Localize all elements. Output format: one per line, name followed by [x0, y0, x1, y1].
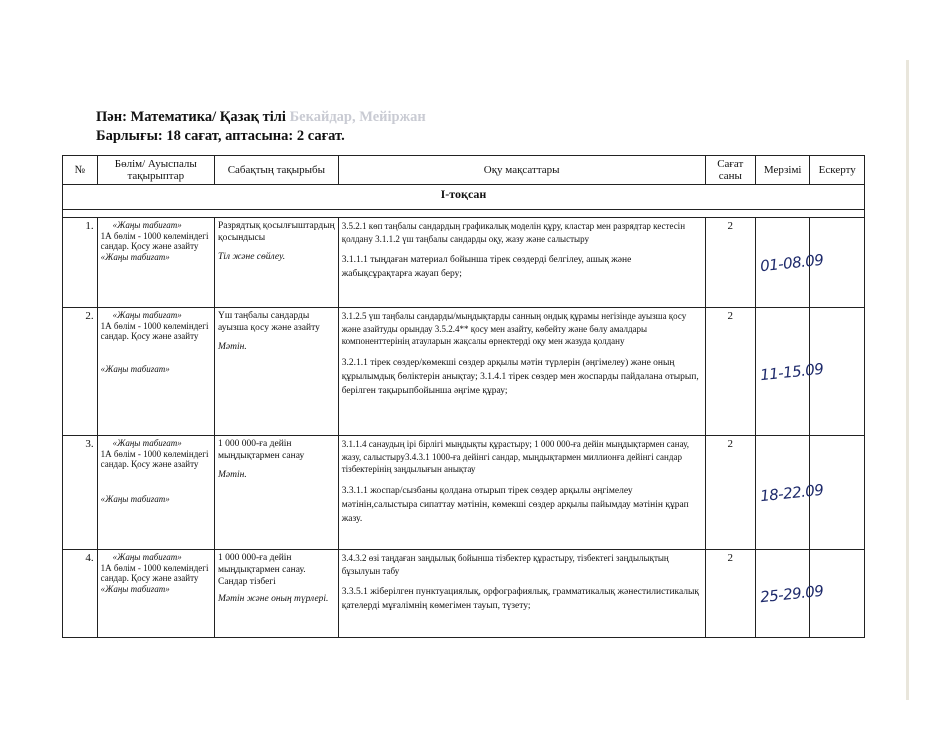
- handwritten-date: 18-22.09: [759, 480, 825, 505]
- goals-cell: [338, 550, 705, 638]
- table-row: [63, 308, 865, 436]
- col-header-topic: Сабақтың тақырыбы: [215, 156, 339, 185]
- language-goal: 3.3.5.1 жіберілген пунктуациялық, орфографиялық, грамматикалық жәнестилистикалық қателерді мұғалімнің көмегімен тауып, түзету;: [341, 587, 700, 611]
- col-header-number: №: [63, 156, 98, 185]
- topic-cell: [215, 218, 339, 308]
- math-goal: 3.5.2.1 көп таңбалы сандардың графикалық моделін құру, кластар мен разрядтар кестесін қолдану 3.1.1.2 үш таңбалы сандарды оқу, жазу және салыстыру: [341, 221, 686, 244]
- table-header-row: [63, 156, 865, 185]
- lesson-topic: Разрядтық қосылғыштардың қосындысы: [218, 221, 335, 243]
- math-goal: 3.1.2.5 үш таңбалы сандарды/мыңдықтарды санның ондық құрамы негізінде ауызша қосу және азайтуды орындау 3.5.2.4** қосу мен азайту, көбейту және бөлу амалдары компоненттерінің атауларын жақсалы өрнектерді оқу мен жазуда қолдану: [341, 311, 687, 346]
- col-header-date: Мерзімі: [755, 156, 810, 185]
- row-number: 4.: [63, 550, 98, 638]
- section-theme-repeat: «Жаңы табиғат»: [100, 493, 170, 504]
- topic-cell: [215, 550, 339, 638]
- handwritten-date: 25-29.09: [759, 581, 825, 606]
- section-theme-repeat: «Жаңы табиғат»: [100, 363, 170, 374]
- topic-cell: [215, 436, 339, 550]
- spacer-row: [63, 210, 865, 218]
- hours-cell: 2: [705, 308, 755, 436]
- total-hours-line: Барлығы: 18 сағат, аптасына: 2 сағат.: [96, 128, 345, 144]
- section-name: 1А бөлім - 1000 көлеміндегі сандар. Қосу және азайту: [100, 448, 209, 469]
- goals-cell: [338, 308, 705, 436]
- language-goal: 3.1.1.1 тыңдаған материал бойынша тірек сөздерді белгілеу, ашық және жабықсұрақтарға жауап беру;: [341, 255, 632, 279]
- lesson-topic: Үш таңбалы сандарды ауызша қосу және азайту: [218, 311, 320, 333]
- col-header-goals: Оқу мақсаттары: [338, 156, 705, 185]
- section-cell: [97, 550, 214, 638]
- col-header-section: Бөлім/ Ауыспалы тақырыптар: [97, 156, 214, 185]
- language-goal: 3.3.1.1 жоспар/сызбаны қолдана отырып тірек сөздер арқылы әңгімелеу мәтінін,салыстыра сипаттау мәтінін, көмекші сөздер арқылы пайымдау мәтінін құрап жазу.: [341, 485, 689, 524]
- section-cell: [97, 308, 214, 436]
- row-number: 2.: [63, 308, 98, 436]
- page-edge-shadow: [906, 60, 909, 700]
- math-goal: 3.1.1.4 санаудың ірі бірлігі мыңдықты құрастыру; 1 000 000-ға дейін мыңдықтармен санау, жазу, салыстыру3.4.3.1 1000-ға дейінгі сандар, мыңдықтармен миллионға дейінгі сандар тізбектерінің заңдылығын анықтау: [341, 439, 689, 474]
- section-cell: [97, 218, 214, 308]
- lesson-genre: Мәтін.: [218, 470, 247, 480]
- section-name: 1А бөлім - 1000 көлеміндегі сандар. Қосу және азайту: [100, 562, 209, 583]
- goals-cell: [338, 218, 705, 308]
- hours-cell: 2: [705, 436, 755, 550]
- math-goal: 3.4.3.2 өзі таңдаған заңдылық бойынша тізбектер құрастыру, тізбектегі заңдылықтың бұзылуын табу: [341, 553, 669, 576]
- section-theme: «Жаңы табиғат»: [112, 220, 182, 230]
- teacher-names: Бекайдар, Мейіржан: [289, 109, 426, 125]
- row-number: 3.: [63, 436, 98, 550]
- section-theme-repeat: «Жаңы табиғат»: [100, 251, 170, 262]
- section-name: 1А бөлім - 1000 көлеміндегі сандар. Қосу және азайту: [100, 320, 209, 341]
- table-row: [63, 436, 865, 550]
- col-header-hours: Сағат саны: [705, 156, 755, 185]
- section-cell: [97, 436, 214, 550]
- date-cell: [755, 308, 825, 436]
- lesson-genre: Тіл және сөйлеу.: [218, 252, 286, 262]
- hours-cell: 2: [705, 550, 755, 638]
- spacer-cell: [63, 210, 865, 218]
- table-row: [63, 550, 865, 638]
- col-header-note: Ескерту: [810, 156, 865, 185]
- section-theme: «Жаңы табиғат»: [112, 552, 182, 562]
- quarter-label: I-тоқсан: [63, 185, 865, 210]
- subject-label: Пән: Математика/ Қазақ тілі: [96, 109, 286, 125]
- goals-cell: [338, 436, 705, 550]
- lesson-topic: 1 000 000-ға дейін мыңдықтармен санау: [218, 439, 305, 461]
- quarter-row: [63, 185, 865, 210]
- lesson-topic: 1 000 000-ға дейін мыңдықтармен санау. Сандар тізбегі: [218, 553, 306, 587]
- date-cell: [755, 436, 825, 550]
- date-cell: [755, 218, 825, 308]
- section-theme-repeat: «Жаңы табиғат»: [100, 583, 170, 594]
- row-number: 1.: [63, 218, 98, 308]
- language-goal: 3.2.1.1 тірек сөздер/көмекші сөздер арқылы мәтін түрлерін (әңгімелеу) және оның құрылымдық бөліктерін анықтау; 3.1.4.1 тірек сөздер мен жоспарды пайдалана отырып, берілген тақырыпбойынша әңгіме құрау;: [341, 357, 699, 396]
- hours-cell: 2: [705, 218, 755, 308]
- lesson-genre: Мәтін және оның түрлері.: [218, 594, 329, 604]
- table-row: [63, 218, 865, 308]
- document-header: [96, 108, 426, 146]
- handwritten-date: 01-08.09: [759, 250, 825, 275]
- lesson-plan-table: [62, 155, 865, 638]
- date-cell: [755, 550, 825, 638]
- section-theme: «Жаңы табиғат»: [112, 310, 182, 320]
- lesson-genre: Мәтін.: [218, 342, 247, 352]
- subject-line: [96, 108, 426, 127]
- section-name: 1А бөлім - 1000 көлеміндегі сандар. Қосу және азайту: [100, 230, 209, 251]
- handwritten-date: 11-15.09: [759, 359, 825, 384]
- section-theme: «Жаңы табиғат»: [112, 438, 182, 448]
- topic-cell: [215, 308, 339, 436]
